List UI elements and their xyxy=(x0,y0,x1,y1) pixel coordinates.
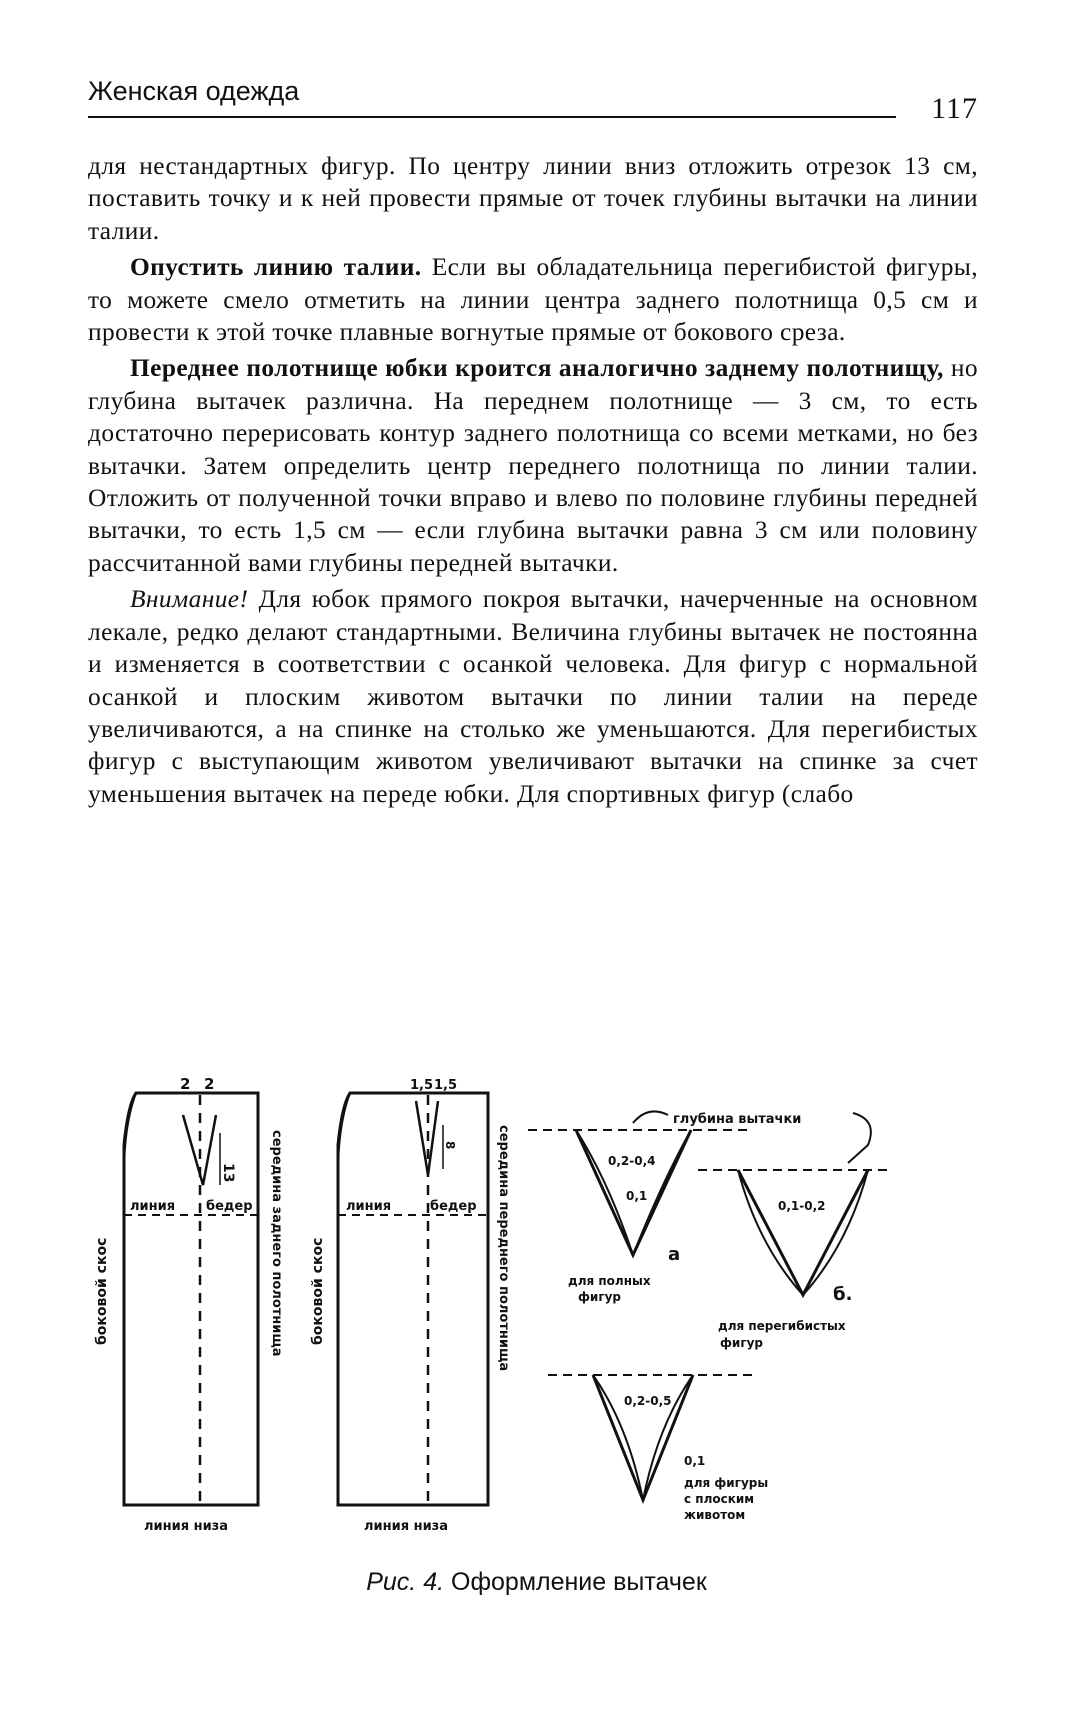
paragraph-3-text: но глубина вытачек различна. На переднем полотнище — 3 см, то есть достаточно перерисовать контур заднего полотнища со всеми метками, но без вытачки. Затем определить центр переднего полотнища по линии талии. Отложить от полученной точки вправо и влево по половине глубины передней вытачки, то есть 1,5 см — если глубина вытачки равна 3 см или половину рассчитанной вами глубины передней вытачки. xyxy=(88,354,978,577)
dart-c-range: 0,2-0,5 xyxy=(624,1394,672,1408)
dart-a-mid: 0,1 xyxy=(626,1189,648,1203)
paragraph-1-text: для нестандартных фигур. По центру линии вниз отложить отрезок 13 см, поставить точку и к ней провести прямые от точек глубины вытачки на линии талии. xyxy=(88,152,978,245)
paragraph-4-lead: Внимание! xyxy=(130,585,249,614)
dart-b-caption-1: для перегибистых xyxy=(718,1319,846,1333)
dart-c-caption-2: с плоским xyxy=(684,1492,755,1506)
back-hem-label: линия низа xyxy=(144,1519,229,1534)
dart-b-drawing xyxy=(698,1170,893,1295)
back-dart-width-left: 2 xyxy=(180,1075,191,1093)
paragraph-3-lead: Переднее полотнище юбки кроится аналогично заднему полотнищу, xyxy=(130,354,944,383)
dart-c-caption-1: для фигуры xyxy=(684,1476,769,1490)
back-panel-outline xyxy=(124,1093,258,1505)
front-dart-width-right: 1,5 xyxy=(434,1078,458,1093)
front-dart-width-left: 1,5 xyxy=(410,1078,434,1093)
back-center-label: середина заднего полотнища xyxy=(269,1130,284,1357)
paragraph-2-text: Если вы обладательница перегибистой фигуры, то можете смело отметить на линии центра заднего полотнища 0,5 см и провести к этой точке плавные вогнутые прямые от бокового среза. xyxy=(88,253,979,347)
paragraph-2 xyxy=(88,251,978,348)
dart-b-caption-2: фигур xyxy=(720,1336,763,1350)
front-panel-outline xyxy=(338,1093,488,1505)
paragraph-4-text: Для юбок прямого покроя вытачки, начерченные на основном лекале, редко делают стандартными. Величина глубины вытачек не постоянна и изменяется в соответствии с осанкой человека. Для фигур с нормальной осанкой и плоским животом вытачки по линии талии на переде увеличиваются, а на спинке на столько же уменьшаются. Для перегибистых фигур с выступающим животом увеличивают вытачки на спинке за счет уменьшения вытачек на переде юбки. Для спортивных фигур (слабо xyxy=(88,585,978,808)
front-hip-line-label-2: бедер xyxy=(430,1199,477,1214)
dart-a-letter: а xyxy=(668,1244,681,1265)
dart-c-caption-3: животом xyxy=(684,1508,746,1522)
dart-a-caption-2: фигур xyxy=(578,1290,621,1304)
front-dart-length: 8 xyxy=(443,1141,457,1150)
dart-depth-label: глубина вытачки xyxy=(673,1112,802,1127)
dart-b-letter: б. xyxy=(833,1284,853,1305)
dart-c-mid: 0,1 xyxy=(684,1454,706,1468)
paragraph-2-lead: Опустить линию талии. xyxy=(130,253,422,282)
figure-darts xyxy=(88,1075,988,1565)
body-text xyxy=(88,150,978,814)
back-dart-length: 13 xyxy=(220,1163,236,1183)
figure-caption xyxy=(0,1568,1073,1597)
back-dart-width-right: 2 xyxy=(204,1075,215,1093)
dart-b-range: 0,1-0,2 xyxy=(778,1199,826,1213)
front-hip-line-label: линия xyxy=(346,1199,392,1214)
back-hip-line-label-2: бедер xyxy=(206,1199,253,1214)
back-side-label: боковой скос xyxy=(94,1237,110,1345)
front-hem-label: линия низа xyxy=(364,1519,449,1534)
front-side-label: боковой скос xyxy=(310,1237,326,1345)
back-hip-line-label: линия xyxy=(130,1199,176,1214)
dart-a-caption-1: для полных xyxy=(568,1274,651,1288)
section-title: Женская одежда xyxy=(88,76,300,106)
figure-caption-label: Рис. 4. xyxy=(366,1568,445,1596)
dart-a-range: 0,2-0,4 xyxy=(608,1154,656,1168)
running-header xyxy=(88,70,978,130)
figure-drawing xyxy=(88,1075,988,1565)
paragraph-3 xyxy=(88,352,978,579)
paragraph-4 xyxy=(88,583,978,810)
front-center-label: середина переднего полотнища xyxy=(496,1125,511,1372)
page-number: 117 xyxy=(931,92,978,125)
paragraph-1 xyxy=(88,150,978,247)
figure-caption-text: Оформление вытачек xyxy=(444,1568,707,1596)
header-rule xyxy=(88,116,896,118)
